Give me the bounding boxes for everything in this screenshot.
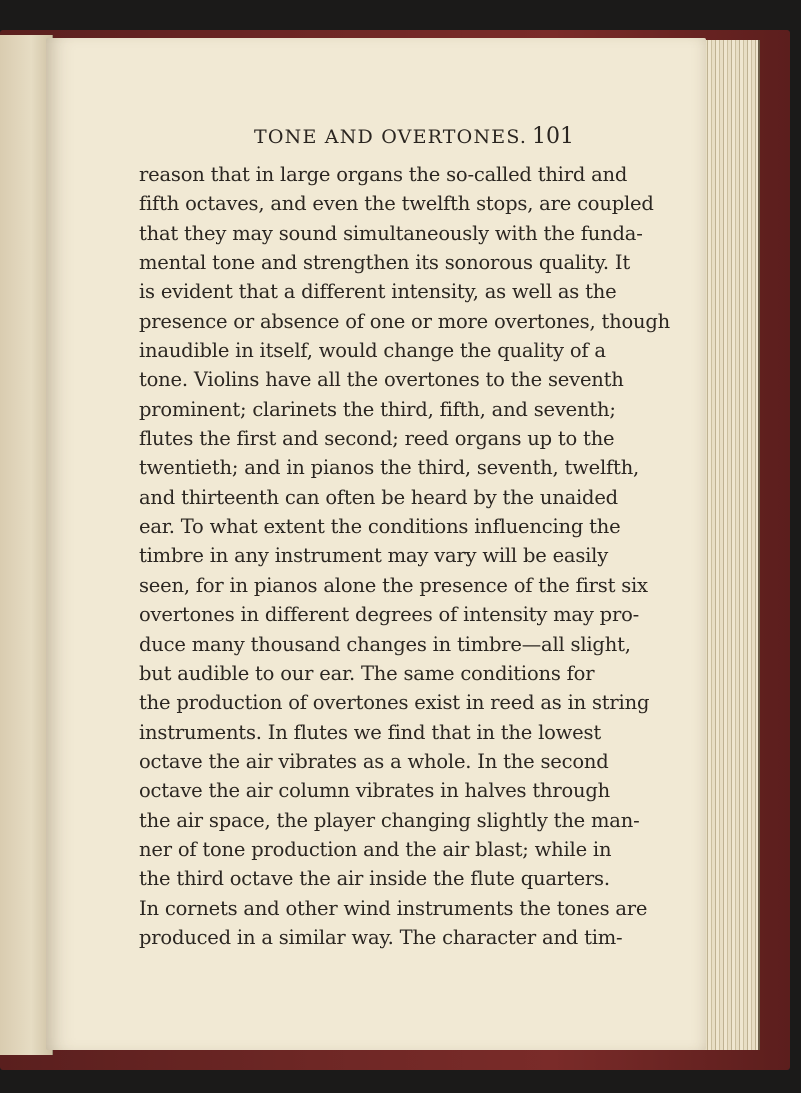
text-line: that they may sound simultaneously with the funda- (139, 221, 643, 245)
text-line: produced in a similar way. The character and tim- (139, 925, 623, 949)
text-line: duce many thousand changes in timbre—all slight, (139, 632, 631, 656)
text-line: reason that in large organs the so-called third and (139, 163, 628, 186)
text-line: but audible to our ear. The same conditions for (139, 661, 595, 685)
text-line: octave the air column vibrates in halves through (139, 779, 610, 803)
text-line: timbre in any instrument may vary will be easily (139, 544, 609, 568)
text-line: prominent; clarinets the third, fifth, and seventh; (139, 397, 616, 421)
page-number: 101 (532, 124, 574, 149)
text-line: the third octave the air inside the flute quarters. (139, 867, 610, 891)
text-line: instruments. In flutes we find that in the lowest (139, 720, 601, 744)
text-line: and thirteenth can often be heard by the unaided (139, 485, 618, 509)
text-line: the production of overtones exist in reed as in string (139, 691, 650, 715)
text-line: inaudible in itself, would change the quality of a (139, 339, 606, 363)
page-stack-edge (700, 40, 760, 1050)
text-line: presence or absence of one or more overtones, though (139, 309, 671, 333)
running-head: TONE AND OVERTONES. (254, 126, 528, 148)
text-line: twentieth; and in pianos the third, seventh, twelfth, (139, 456, 640, 480)
text-line: flutes the first and second; reed organs up to the (139, 427, 615, 451)
text-line: octave the air vibrates as a whole. In the second (139, 749, 609, 773)
text-line: In cornets and other wind instruments the tones are (139, 896, 648, 920)
text-line: ear. To what extent the conditions influencing the (139, 515, 621, 539)
text-line: seen, for in pianos alone the presence of the first six (139, 573, 648, 597)
text-line: fifth octaves, and even the twelfth stops, are coupled (139, 192, 654, 216)
text-line: overtones in different degrees of intensity may pro- (139, 603, 639, 627)
text-line: mental tone and strengthen its sonorous quality. It (139, 251, 630, 275)
page-header (240, 124, 600, 154)
text-line: is evident that a different intensity, as well as the (139, 280, 617, 304)
text-line: the air space, the player changing slightly the man- (139, 808, 640, 832)
body-text (139, 160, 671, 952)
text-line: ner of tone production and the air blast; while in (139, 837, 612, 861)
text-line: tone. Violins have all the overtones to the seventh (139, 368, 624, 392)
